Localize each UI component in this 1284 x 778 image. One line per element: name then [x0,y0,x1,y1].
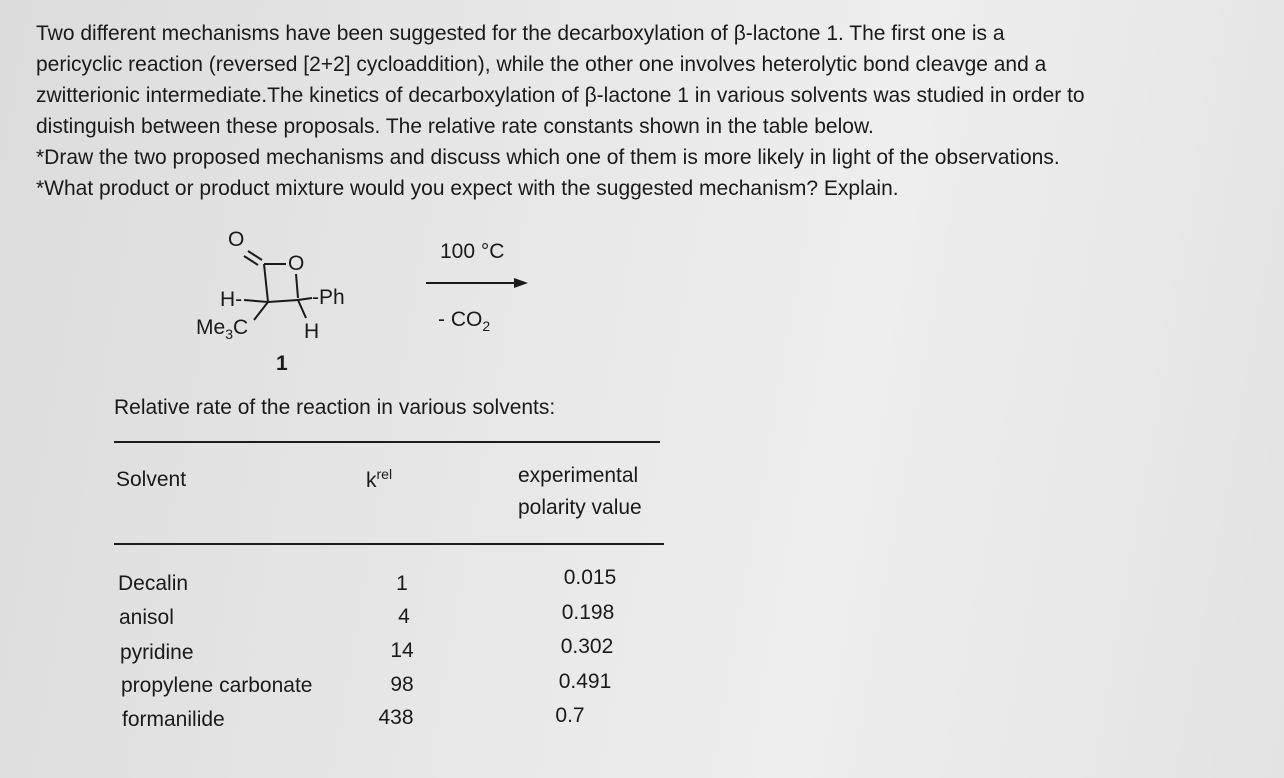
table-row-krel: 1 [396,572,408,595]
table-row-solvent: propylene carbonate [121,674,313,697]
phenyl-label: -Ph [312,286,345,309]
question-line: zwitterionic intermediate.The kinetics of decarboxylation of β-lactone 1 in various solvents was studied in order to [36,84,1085,107]
question-line: *What product or product mixture would you expect with the suggested mechanism? Explain. [36,177,899,200]
header-polarity: experimental polarity value [518,464,642,519]
header-solvent: Solvent [116,468,187,491]
carbonyl-oxygen-label: O [228,228,245,251]
table-row-polarity: 0.015 [563,566,617,589]
question-line: Two different mechanisms have been suggested for the decarboxylation of β-lactone 1. The first one is a [36,22,1005,45]
table-top-rule [114,441,660,443]
header-krel: $k^{rel}$ [366,466,393,492]
table-row-krel: 4 [398,605,410,628]
hydrogen-left-label: H- [220,288,243,311]
table-row-polarity: 0.302 [560,635,614,658]
reaction-scheme [180,220,560,385]
compound-number: 1 [276,352,288,375]
table-row-solvent: anisol [119,606,174,629]
table-row-krel: 438 [378,706,414,729]
table-header-rule [114,543,664,545]
table-title: Relative rate of the reaction in various solvents: [114,396,556,419]
question-line: pericyclic reaction (reversed [2+2] cycloaddition), while the other one involves heterolytic bond cleavge and a [36,53,1047,76]
table-row-krel: 14 [390,639,414,662]
ring-oxygen-label: O [288,252,305,275]
table-row-solvent: pyridine [120,641,194,664]
table-row-polarity: 0.198 [561,601,615,624]
question-line: *Draw the two proposed mechanisms and discuss which one of them is more likely in light of the observations. [36,146,1060,169]
hydrogen-bottom-label: H [304,320,320,343]
tert-butyl-label: $Me_3C$ [196,316,249,343]
arrow-head-icon [514,278,528,288]
condition-loss-co2: - $CO_2$ [438,308,491,335]
question-line: distinguish between these proposals. The relative rate constants shown in the table below. [36,115,874,138]
table-row-solvent: Decalin [118,572,189,595]
question-text [36,18,1276,204]
table-row-polarity: 0.491 [558,670,612,693]
condition-temperature: 100 °C [440,240,505,263]
table-row-krel: 98 [390,673,414,696]
table-row-polarity: 0.7 [555,704,585,727]
table-row-solvent: formanilide [122,708,225,731]
